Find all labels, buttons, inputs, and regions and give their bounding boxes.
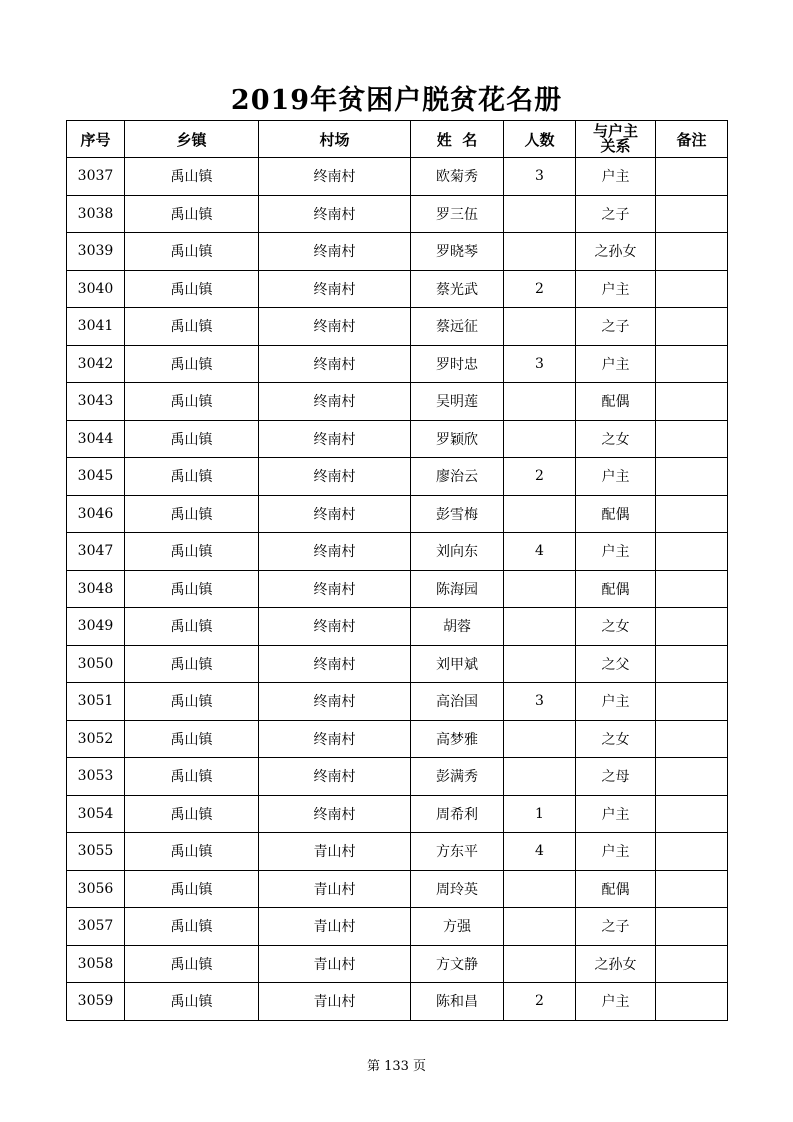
cell-count: 2 — [504, 458, 576, 496]
cell-relation: 之子 — [576, 908, 656, 946]
cell-count — [504, 495, 576, 533]
cell-note — [656, 270, 728, 308]
cell-name: 蔡远征 — [411, 308, 504, 346]
cell-relation: 配偶 — [576, 570, 656, 608]
table-body — [67, 158, 728, 1021]
cell-name: 方强 — [411, 908, 504, 946]
table-row — [67, 308, 728, 346]
cell-town: 禹山镇 — [125, 795, 259, 833]
cell-count — [504, 420, 576, 458]
cell-seq: 3053 — [67, 758, 125, 796]
table-row — [67, 270, 728, 308]
cell-town: 禹山镇 — [125, 195, 259, 233]
cell-name: 周玲英 — [411, 870, 504, 908]
cell-count — [504, 945, 576, 983]
cell-relation: 配偶 — [576, 870, 656, 908]
cell-count — [504, 570, 576, 608]
table-row — [67, 345, 728, 383]
cell-count: 2 — [504, 983, 576, 1021]
cell-note — [656, 720, 728, 758]
cell-count — [504, 908, 576, 946]
cell-village: 终南村 — [259, 458, 411, 496]
cell-seq: 3056 — [67, 870, 125, 908]
cell-town: 禹山镇 — [125, 833, 259, 871]
cell-note — [656, 420, 728, 458]
header-relation-line1: 与户主 — [592, 122, 638, 140]
cell-town: 禹山镇 — [125, 345, 259, 383]
cell-relation: 之女 — [576, 720, 656, 758]
cell-note — [656, 195, 728, 233]
cell-note — [656, 908, 728, 946]
cell-name: 陈和昌 — [411, 983, 504, 1021]
header-name: 姓 名 — [411, 121, 504, 158]
table-row — [67, 420, 728, 458]
poverty-register-table — [66, 120, 728, 1021]
cell-relation: 户主 — [576, 533, 656, 571]
cell-name: 彭满秀 — [411, 758, 504, 796]
table-row — [67, 683, 728, 721]
cell-name: 方东平 — [411, 833, 504, 871]
cell-count — [504, 383, 576, 421]
cell-village: 终南村 — [259, 195, 411, 233]
cell-name: 高治国 — [411, 683, 504, 721]
cell-town: 禹山镇 — [125, 420, 259, 458]
cell-relation: 户主 — [576, 345, 656, 383]
table-row — [67, 833, 728, 871]
cell-village: 青山村 — [259, 983, 411, 1021]
cell-seq: 3038 — [67, 195, 125, 233]
cell-note — [656, 345, 728, 383]
table-row — [67, 945, 728, 983]
cell-village: 终南村 — [259, 270, 411, 308]
cell-village: 终南村 — [259, 683, 411, 721]
cell-seq: 3040 — [67, 270, 125, 308]
cell-count — [504, 758, 576, 796]
cell-seq: 3057 — [67, 908, 125, 946]
cell-note — [656, 233, 728, 271]
cell-seq: 3046 — [67, 495, 125, 533]
cell-note — [656, 308, 728, 346]
cell-seq: 3044 — [67, 420, 125, 458]
cell-name: 欧菊秀 — [411, 158, 504, 196]
cell-name: 彭雪梅 — [411, 495, 504, 533]
table-row — [67, 195, 728, 233]
cell-town: 禹山镇 — [125, 495, 259, 533]
header-seq: 序号 — [67, 121, 125, 158]
cell-seq: 3041 — [67, 308, 125, 346]
cell-relation: 之女 — [576, 420, 656, 458]
cell-village: 终南村 — [259, 795, 411, 833]
cell-town: 禹山镇 — [125, 270, 259, 308]
table-row — [67, 495, 728, 533]
cell-seq: 3055 — [67, 833, 125, 871]
cell-name: 吴明莲 — [411, 383, 504, 421]
cell-seq: 3045 — [67, 458, 125, 496]
cell-note — [656, 758, 728, 796]
cell-town: 禹山镇 — [125, 233, 259, 271]
cell-village: 终南村 — [259, 308, 411, 346]
cell-note — [656, 683, 728, 721]
cell-relation: 户主 — [576, 833, 656, 871]
cell-name: 胡蓉 — [411, 608, 504, 646]
cell-seq: 3042 — [67, 345, 125, 383]
cell-village: 终南村 — [259, 420, 411, 458]
cell-relation: 配偶 — [576, 383, 656, 421]
cell-town: 禹山镇 — [125, 983, 259, 1021]
cell-name: 高梦雅 — [411, 720, 504, 758]
cell-village: 终南村 — [259, 533, 411, 571]
table-row — [67, 233, 728, 271]
table-row — [67, 458, 728, 496]
cell-count: 3 — [504, 345, 576, 383]
cell-village: 终南村 — [259, 383, 411, 421]
cell-name: 刘向东 — [411, 533, 504, 571]
cell-seq: 3059 — [67, 983, 125, 1021]
cell-town: 禹山镇 — [125, 945, 259, 983]
header-row — [67, 121, 728, 158]
cell-name: 方文静 — [411, 945, 504, 983]
cell-village: 终南村 — [259, 608, 411, 646]
cell-seq: 3052 — [67, 720, 125, 758]
cell-seq: 3039 — [67, 233, 125, 271]
header-relation-line2: 关系 — [600, 137, 631, 155]
cell-village: 终南村 — [259, 495, 411, 533]
cell-note — [656, 495, 728, 533]
cell-name: 罗时忠 — [411, 345, 504, 383]
cell-town: 禹山镇 — [125, 870, 259, 908]
page-title: 2019年贫困户脱贫花名册 — [230, 85, 563, 116]
cell-village: 青山村 — [259, 945, 411, 983]
cell-seq: 3047 — [67, 533, 125, 571]
cell-count — [504, 195, 576, 233]
cell-relation: 配偶 — [576, 495, 656, 533]
cell-relation: 之父 — [576, 645, 656, 683]
cell-town: 禹山镇 — [125, 570, 259, 608]
cell-village: 终南村 — [259, 645, 411, 683]
cell-note — [656, 533, 728, 571]
cell-town: 禹山镇 — [125, 383, 259, 421]
cell-count: 1 — [504, 795, 576, 833]
cell-town: 禹山镇 — [125, 720, 259, 758]
cell-village: 终南村 — [259, 758, 411, 796]
cell-village: 青山村 — [259, 870, 411, 908]
cell-count — [504, 720, 576, 758]
cell-town: 禹山镇 — [125, 458, 259, 496]
cell-village: 终南村 — [259, 158, 411, 196]
cell-town: 禹山镇 — [125, 308, 259, 346]
cell-note — [656, 795, 728, 833]
cell-village: 青山村 — [259, 908, 411, 946]
table-row — [67, 158, 728, 196]
cell-seq: 3054 — [67, 795, 125, 833]
table-row — [67, 533, 728, 571]
cell-name: 蔡光武 — [411, 270, 504, 308]
cell-count: 4 — [504, 533, 576, 571]
cell-note — [656, 608, 728, 646]
cell-seq: 3049 — [67, 608, 125, 646]
cell-village: 终南村 — [259, 345, 411, 383]
cell-town: 禹山镇 — [125, 758, 259, 796]
cell-name: 罗晓琴 — [411, 233, 504, 271]
cell-relation: 户主 — [576, 458, 656, 496]
table-row — [67, 645, 728, 683]
cell-village: 终南村 — [259, 720, 411, 758]
header-town: 乡镇 — [125, 121, 259, 158]
cell-relation: 之子 — [576, 195, 656, 233]
cell-name: 刘甲斌 — [411, 645, 504, 683]
cell-name: 廖治云 — [411, 458, 504, 496]
cell-town: 禹山镇 — [125, 608, 259, 646]
cell-relation: 之孙女 — [576, 233, 656, 271]
cell-count — [504, 645, 576, 683]
cell-seq: 3043 — [67, 383, 125, 421]
cell-count: 3 — [504, 158, 576, 196]
cell-seq: 3048 — [67, 570, 125, 608]
table-row — [67, 870, 728, 908]
cell-seq: 3037 — [67, 158, 125, 196]
cell-relation: 户主 — [576, 683, 656, 721]
cell-relation: 之孙女 — [576, 945, 656, 983]
header-relation — [576, 121, 656, 158]
cell-count: 2 — [504, 270, 576, 308]
cell-town: 禹山镇 — [125, 158, 259, 196]
cell-note — [656, 158, 728, 196]
cell-name: 罗颖欣 — [411, 420, 504, 458]
cell-relation: 户主 — [576, 158, 656, 196]
cell-count — [504, 608, 576, 646]
cell-town: 禹山镇 — [125, 533, 259, 571]
cell-note — [656, 983, 728, 1021]
cell-relation: 户主 — [576, 270, 656, 308]
table-row — [67, 570, 728, 608]
cell-note — [656, 870, 728, 908]
cell-note — [656, 383, 728, 421]
cell-seq: 3051 — [67, 683, 125, 721]
cell-relation: 户主 — [576, 983, 656, 1021]
page-number: 第 133 页 — [366, 1059, 427, 1074]
cell-village: 终南村 — [259, 570, 411, 608]
header-village: 村场 — [259, 121, 411, 158]
table-row — [67, 758, 728, 796]
cell-name: 陈海园 — [411, 570, 504, 608]
cell-note — [656, 458, 728, 496]
table-row — [67, 608, 728, 646]
cell-count — [504, 233, 576, 271]
cell-note — [656, 570, 728, 608]
header-count: 人数 — [504, 121, 576, 158]
cell-seq: 3058 — [67, 945, 125, 983]
cell-town: 禹山镇 — [125, 908, 259, 946]
cell-relation: 之母 — [576, 758, 656, 796]
cell-village: 终南村 — [259, 233, 411, 271]
table-row — [67, 383, 728, 421]
cell-count — [504, 308, 576, 346]
cell-relation: 之女 — [576, 608, 656, 646]
table-row — [67, 983, 728, 1021]
cell-name: 罗三伍 — [411, 195, 504, 233]
table-row — [67, 908, 728, 946]
header-note: 备注 — [656, 121, 728, 158]
cell-village: 青山村 — [259, 833, 411, 871]
cell-relation: 之子 — [576, 308, 656, 346]
table-row — [67, 795, 728, 833]
cell-town: 禹山镇 — [125, 683, 259, 721]
cell-town: 禹山镇 — [125, 645, 259, 683]
cell-note — [656, 645, 728, 683]
cell-count: 3 — [504, 683, 576, 721]
cell-count: 4 — [504, 833, 576, 871]
cell-name: 周希利 — [411, 795, 504, 833]
cell-note — [656, 833, 728, 871]
cell-note — [656, 945, 728, 983]
cell-count — [504, 870, 576, 908]
table-row — [67, 720, 728, 758]
cell-relation: 户主 — [576, 795, 656, 833]
cell-seq: 3050 — [67, 645, 125, 683]
